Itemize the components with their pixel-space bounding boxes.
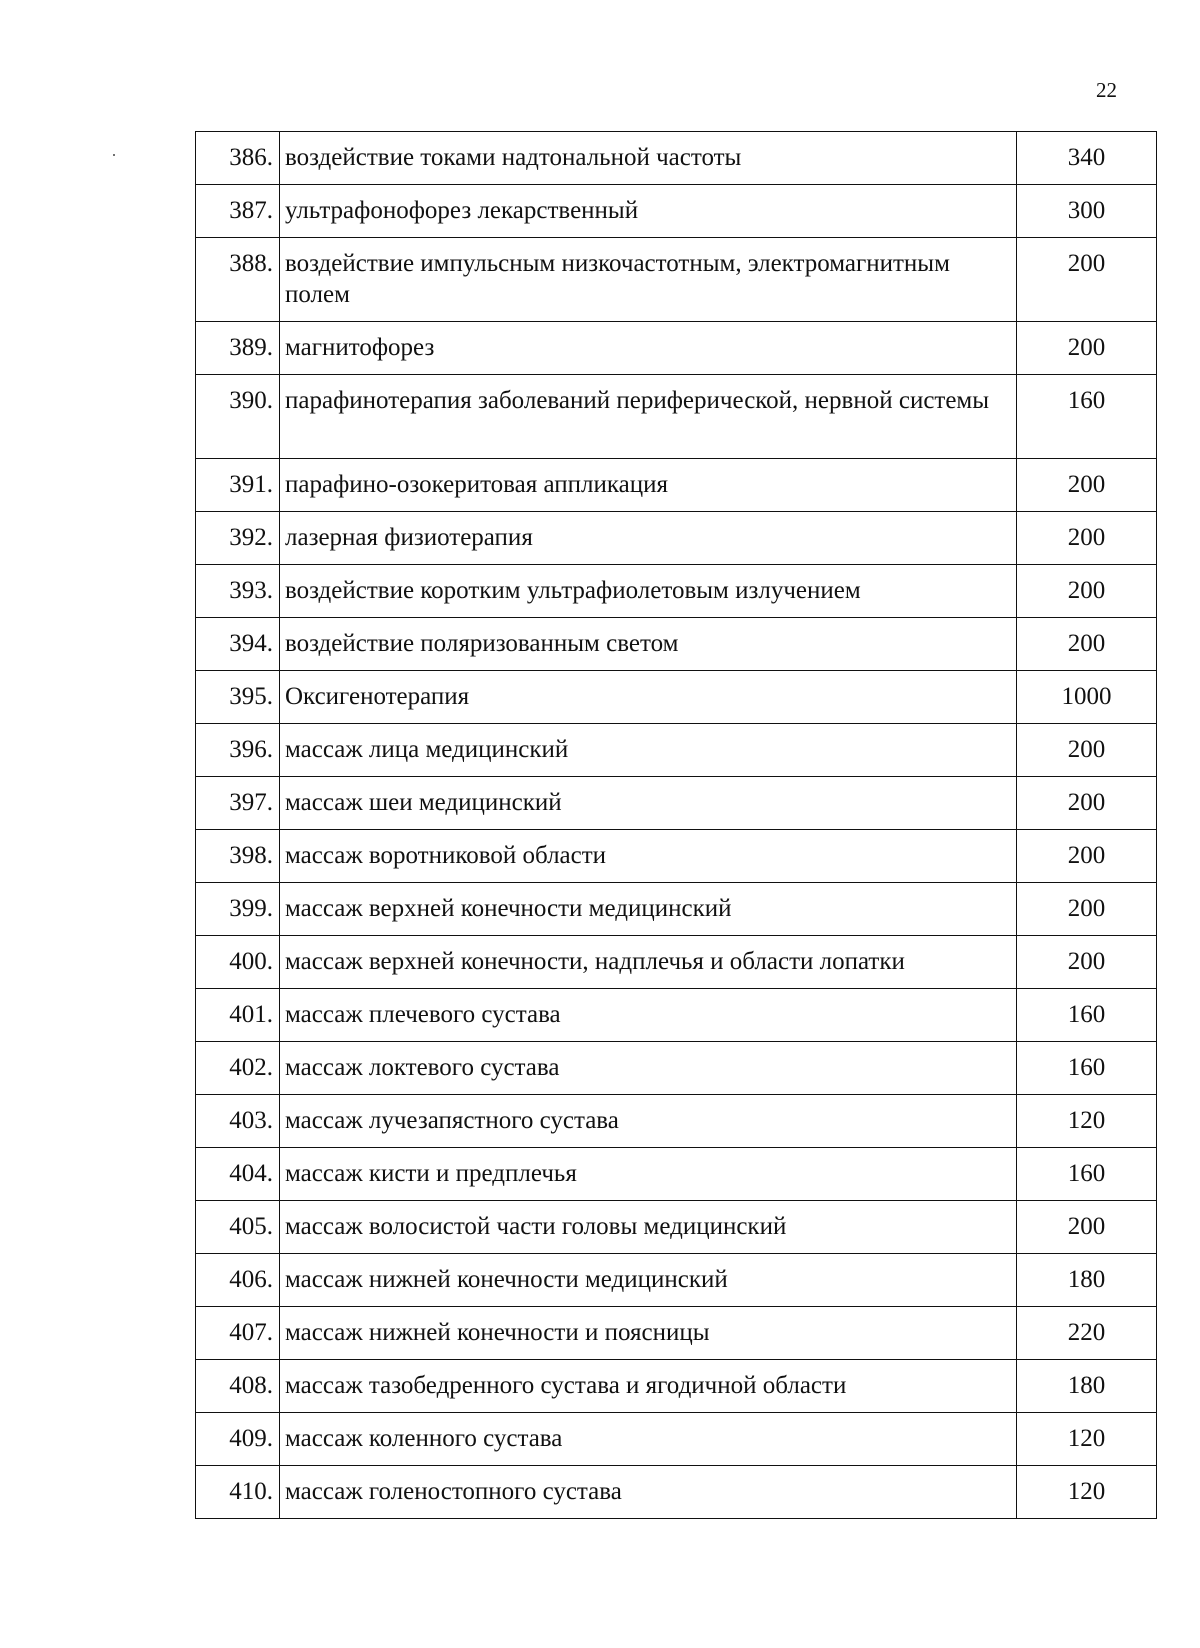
price-cell: 200 [1017,936,1157,989]
table-row [196,322,1157,375]
table-row [196,1466,1157,1519]
service-name-cell: воздействие токами надтональной частоты [280,132,1017,185]
table-row [196,565,1157,618]
price-cell: 200 [1017,724,1157,777]
price-cell: 200 [1017,322,1157,375]
service-name-cell: воздействие импульсным низкочастотным, электромагнитным полем [280,238,1017,322]
price-cell: 160 [1017,989,1157,1042]
row-number-cell: 409. [196,1413,280,1466]
service-name-cell: массаж локтевого сустава [280,1042,1017,1095]
table-row [196,777,1157,830]
row-number-cell: 393. [196,565,280,618]
table-row [196,1360,1157,1413]
price-cell: 220 [1017,1307,1157,1360]
price-cell: 120 [1017,1095,1157,1148]
service-name-cell: Оксигенотерапия [280,671,1017,724]
scan-speck [113,154,115,156]
price-cell: 160 [1017,1148,1157,1201]
price-cell: 200 [1017,512,1157,565]
price-cell: 120 [1017,1413,1157,1466]
service-name-cell: массаж верхней конечности медицинский [280,883,1017,936]
row-number-cell: 406. [196,1254,280,1307]
row-number-cell: 391. [196,459,280,512]
price-cell: 180 [1017,1360,1157,1413]
price-cell: 200 [1017,238,1157,322]
table-row [196,1042,1157,1095]
table-row [196,375,1157,459]
service-name-cell: массаж воротниковой области [280,830,1017,883]
service-name-cell: ультрафонофорез лекарственный [280,185,1017,238]
table-row [196,989,1157,1042]
row-number-cell: 392. [196,512,280,565]
row-number-cell: 400. [196,936,280,989]
row-number-cell: 408. [196,1360,280,1413]
table-row [196,830,1157,883]
service-name-cell: массаж шеи медицинский [280,777,1017,830]
table-row [196,671,1157,724]
row-number-cell: 398. [196,830,280,883]
row-number-cell: 399. [196,883,280,936]
service-name-cell: парафино-озокеритовая аппликация [280,459,1017,512]
price-cell: 200 [1017,565,1157,618]
row-number-cell: 405. [196,1201,280,1254]
row-number-cell: 394. [196,618,280,671]
row-number-cell: 396. [196,724,280,777]
price-cell: 160 [1017,1042,1157,1095]
price-cell: 200 [1017,777,1157,830]
service-name-cell: массаж волосистой части головы медицинский [280,1201,1017,1254]
price-cell: 200 [1017,830,1157,883]
table-row [196,1095,1157,1148]
row-number-cell: 386. [196,132,280,185]
row-number-cell: 397. [196,777,280,830]
row-number-cell: 395. [196,671,280,724]
table-row [196,238,1157,322]
price-cell: 200 [1017,459,1157,512]
row-number-cell: 387. [196,185,280,238]
row-number-cell: 388. [196,238,280,322]
row-number-cell: 404. [196,1148,280,1201]
price-cell: 160 [1017,375,1157,459]
service-name-cell: массаж голеностопного сустава [280,1466,1017,1519]
row-number-cell: 407. [196,1307,280,1360]
service-name-cell: массаж плечевого сустава [280,989,1017,1042]
row-number-cell: 410. [196,1466,280,1519]
page-number: 22 [1096,78,1117,102]
service-name-cell: массаж тазобедренного сустава и ягодичной области [280,1360,1017,1413]
price-cell: 180 [1017,1254,1157,1307]
row-number-cell: 389. [196,322,280,375]
service-name-cell: парафинотерапия заболеваний периферической, нервной системы [280,375,1017,459]
row-number-cell: 390. [196,375,280,459]
table-row [196,1148,1157,1201]
table-row [196,459,1157,512]
table-row [196,724,1157,777]
price-cell: 120 [1017,1466,1157,1519]
service-name-cell: массаж нижней конечности и поясницы [280,1307,1017,1360]
price-cell: 200 [1017,883,1157,936]
price-cell: 1000 [1017,671,1157,724]
price-cell: 300 [1017,185,1157,238]
table-row [196,185,1157,238]
price-cell: 340 [1017,132,1157,185]
service-name-cell: массаж коленного сустава [280,1413,1017,1466]
price-table-body [196,132,1157,1519]
service-name-cell: воздействие коротким ультрафиолетовым излучением [280,565,1017,618]
service-name-cell: воздействие поляризованным светом [280,618,1017,671]
service-name-cell: массаж кисти и предплечья [280,1148,1017,1201]
service-name-cell: массаж верхней конечности, надплечья и области лопатки [280,936,1017,989]
table-row [196,1307,1157,1360]
service-name-cell: массаж нижней конечности медицинский [280,1254,1017,1307]
price-cell: 200 [1017,1201,1157,1254]
table-row [196,512,1157,565]
service-name-cell: лазерная физиотерапия [280,512,1017,565]
row-number-cell: 402. [196,1042,280,1095]
row-number-cell: 401. [196,989,280,1042]
table-row [196,1413,1157,1466]
table-row [196,1201,1157,1254]
row-number-cell: 403. [196,1095,280,1148]
price-table [195,131,1157,1519]
service-name-cell: магнитофорез [280,322,1017,375]
price-cell: 200 [1017,618,1157,671]
service-name-cell: массаж лучезапястного сустава [280,1095,1017,1148]
table-row [196,883,1157,936]
service-name-cell: массаж лица медицинский [280,724,1017,777]
table-row [196,618,1157,671]
table-row [196,936,1157,989]
table-row [196,1254,1157,1307]
table-row [196,132,1157,185]
